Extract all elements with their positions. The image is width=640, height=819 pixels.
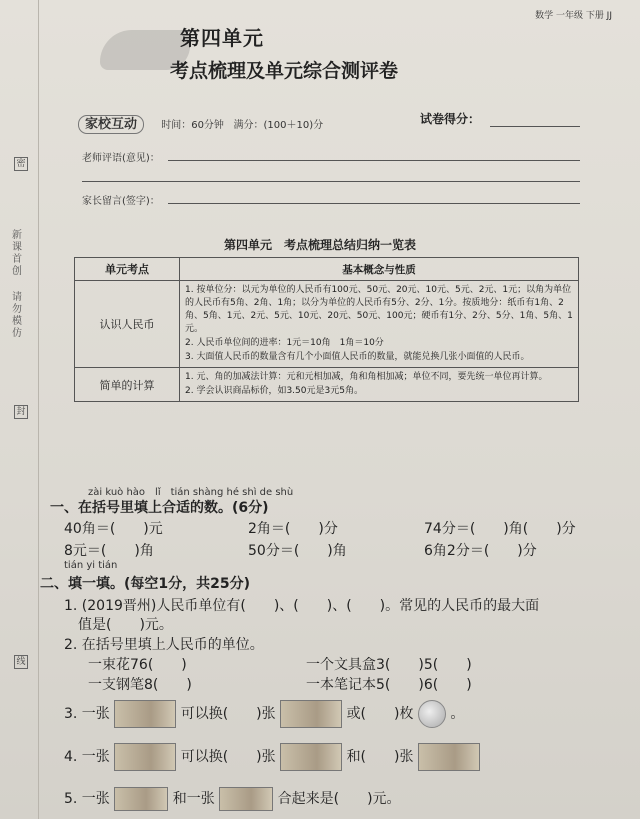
exercise-item: 8元＝( )角	[64, 543, 154, 559]
binding-strip	[0, 0, 39, 819]
concept-cell	[180, 281, 579, 368]
exercise-item: 74分＝( )角( )分	[424, 521, 576, 537]
full-score-text: 满分：(100＋10)分	[233, 120, 324, 131]
exercise-item: 2角＝( )分	[248, 521, 338, 537]
teacher-comment-line	[168, 160, 580, 161]
question-1a: 1. (2019晋州)人民币单位有( )、( )、( )。常见的人民币的最大面	[64, 598, 540, 614]
home-school-label: 家校互动	[78, 115, 144, 134]
exercise-item: 40角＝( )元	[64, 521, 163, 537]
unit-title: 第四单元	[180, 26, 264, 50]
banknote-image	[418, 743, 480, 771]
grade-tag: 数学 一年级 下册 JJ	[535, 11, 612, 21]
binding-mark: 线	[14, 655, 28, 669]
banknote-image	[114, 700, 176, 728]
section2-pinyin: tián yi tián	[64, 560, 118, 571]
banknote-image	[219, 787, 273, 811]
question-3-end: 。	[450, 706, 465, 722]
question-2c: 一支钢笔8( )	[88, 677, 192, 693]
question-3-prefix: 3. 一张	[64, 706, 110, 722]
question-5	[64, 787, 401, 811]
topic-cell: 认识人民币	[75, 281, 180, 368]
question-4-and: 和( )张	[346, 749, 414, 765]
banknote-image	[280, 700, 342, 728]
concept-item: 1. 按单位分：以元为单位的人民币有100元、50元、20元、10元、5元、2元、1元；以角为单位的人民币有5角、2角、1角；以分为单位的人民币有5分、2分、1分。按质地分：纸币有1角、2角、5角、1元、2元、5元、10元、20元、50元、100元；硬币有1分、2分、5分、1角、5角、1元。	[185, 285, 573, 334]
score-label: 试卷得分：	[420, 112, 481, 126]
question-2a: 一束花76( )	[88, 657, 187, 673]
teacher-comment-label: 老师评语(意见)：	[82, 153, 160, 164]
teacher-comment-line	[82, 181, 580, 182]
exercise-item: 50分＝( )角	[248, 543, 347, 559]
parent-comment-line	[168, 203, 580, 204]
banknote-image	[114, 743, 176, 771]
score-line	[490, 126, 580, 127]
binding-mark: 密	[14, 157, 28, 171]
binding-mark: 封	[14, 405, 28, 419]
section2-title: 二、填一填。(每空1分，共25分)	[40, 576, 251, 592]
section1-pinyin: zài kuò hào lǐ tián shàng hé shì de shù	[88, 487, 294, 498]
time-text: 时间：60分钟	[161, 120, 224, 131]
concept-item: 3. 大面值人民币的数量含有几个小面值人民币的数量，就能兑换几张小面值的人民币。	[185, 352, 530, 362]
concept-cell	[180, 368, 579, 402]
question-3-or: 或( )枚	[346, 706, 414, 722]
banknote-image	[280, 743, 342, 771]
question-3	[64, 700, 464, 728]
question-2b: 一个文具盒3( )5( )	[306, 657, 472, 673]
banknote-image	[114, 787, 168, 811]
concept-item: 1. 元、角的加减法计算：元和元相加减，角和角相加减；单位不同，要先统一单位再计算。	[185, 372, 548, 382]
concept-item: 2. 人民币单位间的进率：1元＝10角 1角＝10分	[185, 338, 384, 348]
question-3-middle: 可以换( )张	[180, 706, 276, 722]
exercise-item: 6角2分＝( )分	[424, 543, 537, 559]
table-header: 基本概念与性质	[180, 258, 579, 281]
question-1b: 值是( )元。	[78, 617, 173, 633]
binding-note: 新课首创	[12, 230, 22, 277]
question-2d: 一本笔记本5( )6( )	[306, 677, 472, 693]
question-4	[64, 743, 480, 771]
concept-item: 2. 学会认识商品标价，如3.50元是3元5角。	[185, 386, 363, 396]
summary-title: 第四单元 考点梳理总结归纳一览表	[223, 238, 416, 252]
info-line	[78, 113, 323, 132]
question-4-prefix: 4. 一张	[64, 749, 110, 765]
question-5-end: 合起来是( )元。	[277, 791, 401, 807]
topic-cell: 简单的计算	[75, 368, 180, 402]
section1-title: 一、在括号里填上合适的数。(6分)	[50, 500, 269, 516]
question-5-middle: 和一张	[172, 791, 215, 807]
parent-comment-label: 家长留言(签字)：	[82, 196, 160, 207]
summary-table	[74, 257, 579, 402]
question-2: 2. 在括号里填上人民币的单位。	[64, 637, 264, 653]
question-5-prefix: 5. 一张	[64, 791, 110, 807]
coin-image	[418, 700, 446, 728]
test-title: 考点梳理及单元综合测评卷	[170, 60, 399, 82]
binding-note: 请勿模仿	[12, 292, 22, 339]
question-4-middle: 可以换( )张	[180, 749, 276, 765]
table-header: 单元考点	[75, 258, 180, 281]
